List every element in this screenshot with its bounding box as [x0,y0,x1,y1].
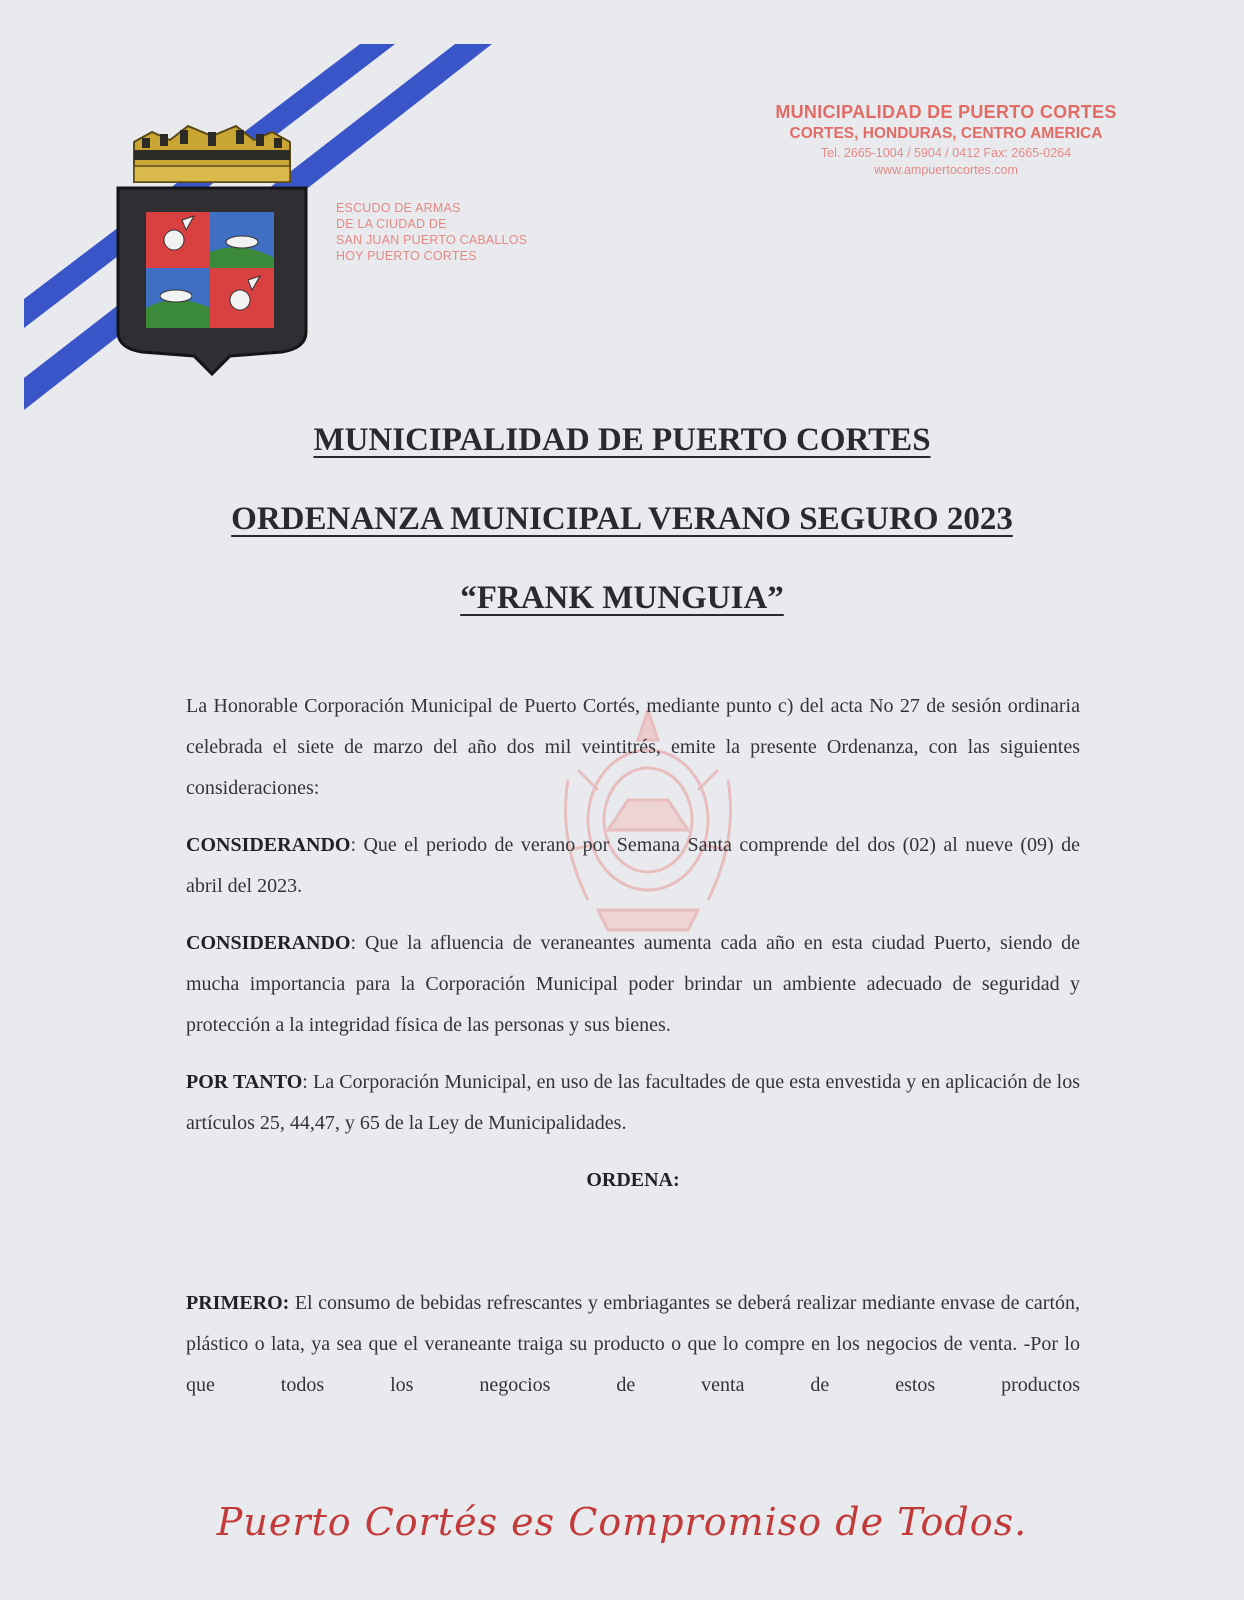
crest-caption-line: DE LA CIUDAD DE [336,217,447,231]
por-tanto-text: : La Corporación Municipal, en uso de las facultades de que esta envestida y en aplicación de los artículos 25, 44,47, y 65 de la Ley de Municipalidades. [186,1071,1080,1134]
crest-caption-line: SAN JUAN PUERTO CABALLOS [336,233,528,247]
title-ordinance: ORDENANZA MUNICIPAL VERANO SEGURO 2023 [231,501,1013,537]
title-honoree: “FRANK MUNGUIA” [460,580,784,616]
intro-paragraph: La Honorable Corporación Municipal de Puerto Cortés, mediante punto c) del acta No 27 de sesión ordinaria celebrada el siete de marzo del año dos mil veintitrés, emite la presente Ordenanza, con las siguientes consideraciones: [186,695,1080,799]
letterhead-website: www.ampuertocortes.com [874,163,1018,177]
considerando-label: CONSIDERANDO [186,834,351,856]
document-titles [0,420,1244,657]
primero-label: PRIMERO: [186,1292,290,1314]
ordena-heading: ORDENA: [586,1169,680,1191]
por-tanto-paragraph [186,1062,1080,1144]
footer-motto: Puerto Cortés es Compromiso de Todos. [216,1500,1028,1544]
crest-caption-line: ESCUDO DE ARMAS [336,201,461,215]
primero-paragraph [186,1283,1080,1406]
considerando-label: CONSIDERANDO [186,932,351,954]
document-body [186,686,1080,1422]
coat-of-arms-icon [112,112,312,382]
letterhead-address: CORTES, HONDURAS, CENTRO AMERICA [789,125,1103,142]
letterhead-name: MUNICIPALIDAD DE PUERTO CORTES [775,102,1117,122]
title-municipality: MUNICIPALIDAD DE PUERTO CORTES [313,422,931,458]
por-tanto-label: POR TANTO [186,1071,303,1093]
considerando-text: : Que el periodo de verano por Semana Santa comprende del dos (02) al nueve (09) de abril del 2023. [186,834,1080,897]
letterhead [736,100,1156,178]
considerando-paragraph-1 [186,825,1080,907]
considerando-paragraph-2 [186,923,1080,1046]
considerando-text: : Que la afluencia de veraneantes aumenta cada año en esta ciudad Puerto, siendo de mucha importancia para la Corporación Municipal poder brindar un ambiente adecuado de seguridad y protección a la integridad física de las personas y sus bienes. [186,932,1080,1036]
letterhead-phone: Tel. 2665-1004 / 5904 / 0412 Fax: 2665-0264 [820,146,1072,160]
crest-caption-line: HOY PUERTO CORTES [336,249,477,263]
primero-text: El consumo de bebidas refrescantes y embriagantes se deberá realizar mediante envase de cartón, plástico o lata, ya sea que el veraneante traiga su producto o que lo compre en los negocios de venta. -Por lo que todos los negocios de venta de estos productos [186,1292,1080,1396]
crest-caption [336,200,527,264]
